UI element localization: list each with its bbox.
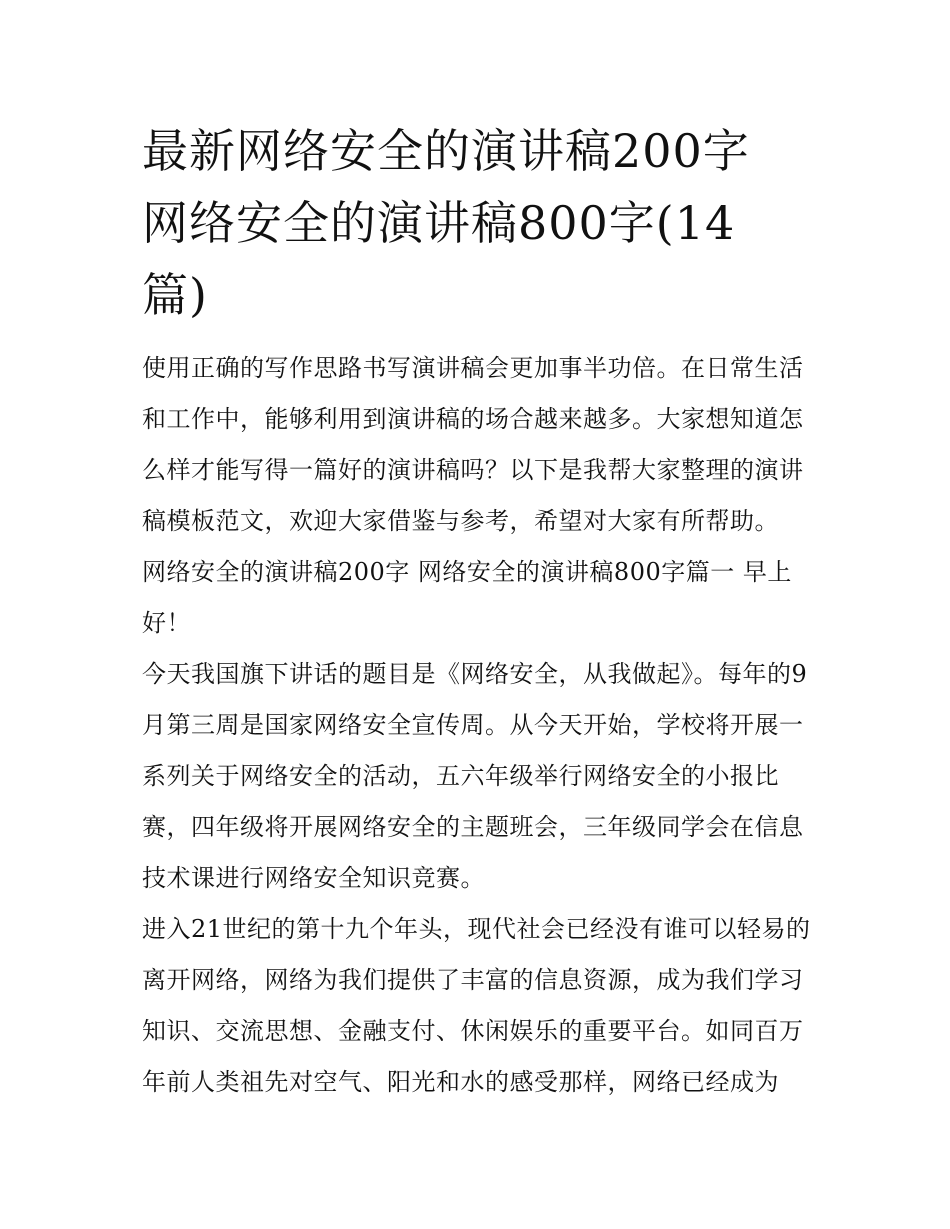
intro-paragraph: 使用正确的写作思路书写演讲稿会更加事半功倍。在日常生活和工作中，能够利用到演讲稿的场合越来越多。大家想知道怎么样才能写得一篇好的演讲稿吗？以下是我帮大家整理的演讲稿模板范文，欢迎大家借鉴与参考，希望对大家有所帮助。 — [142, 354, 804, 535]
document-page — [142, 115, 814, 1108]
section-heading-paragraph: 网络安全的演讲稿200字 网络安全的演讲稿800字篇一 早上好！ — [142, 558, 792, 637]
title-line-3: 篇) — [142, 268, 208, 322]
title-line-2: 网络安全的演讲稿800字(14 — [142, 196, 736, 250]
body-paragraph-1: 今天我国旗下讲话的题目是《网络安全，从我做起》。每年的9月第三周是国家网络安全宣传周。从今天开始，学校将开展一系列关于网络安全的活动，五六年级举行网络安全的小报比赛，四年级将开展网络安全的主题班会，三年级同学会在信息技术课进行网络安全知识竞赛。 — [142, 660, 808, 892]
document-title — [142, 115, 814, 331]
body-paragraph-2: 进入21世纪的第十九个年头，现代社会已经没有谁可以轻易的离开网络，网络为我们提供了丰富的信息资源，成为我们学习知识、交流思想、金融支付、休闲娱乐的重要平台。如同百万年前人类祖先对空气、阳光和水的感受那样，网络已经成为 — [142, 915, 811, 1096]
title-line-1: 最新网络安全的演讲稿200字 — [142, 124, 750, 178]
